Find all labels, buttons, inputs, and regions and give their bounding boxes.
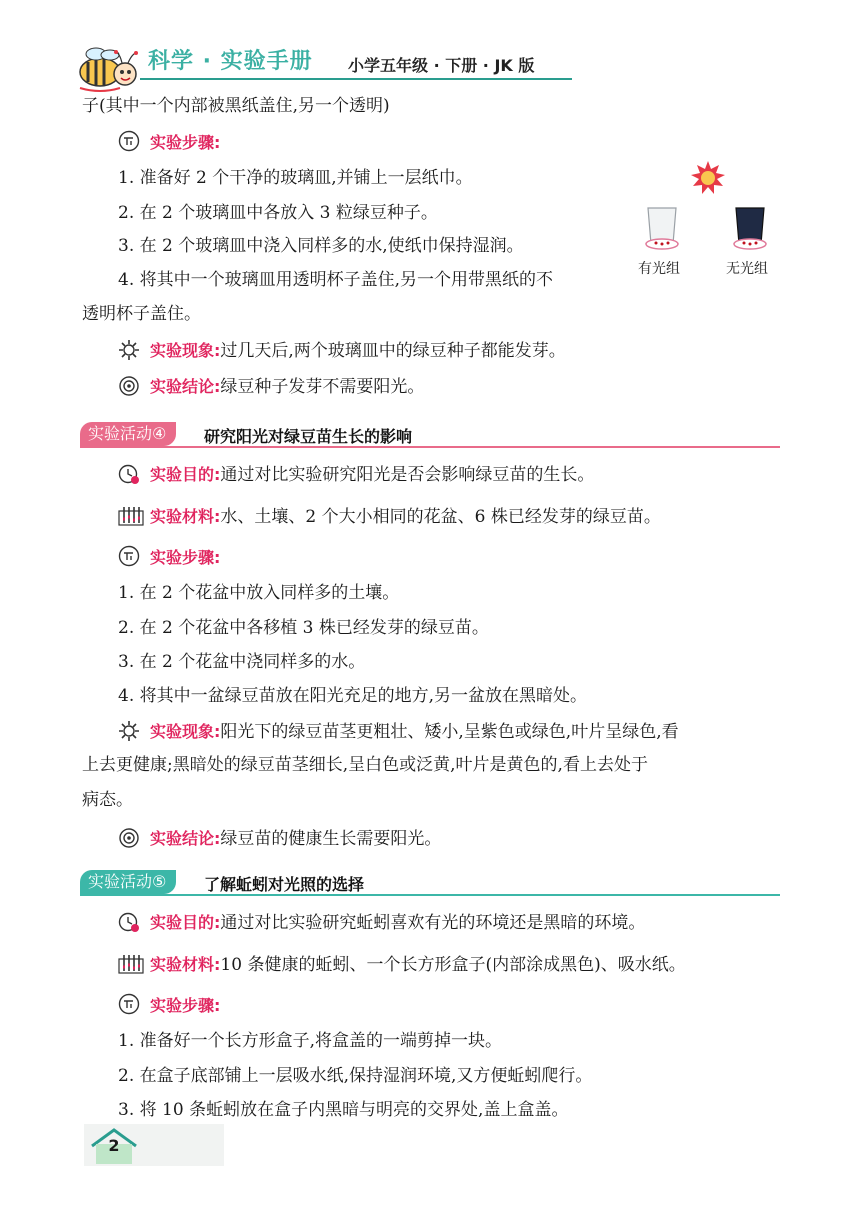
header-divider — [140, 78, 572, 80]
a4-phenomenon-line-2: 上去更健康;黑暗处的绿豆苗茎细长,呈白色或泛黄,叶片是黄色的,看上去处于 — [82, 755, 648, 775]
a4-purpose-text: 通过对比实验研究阳光是否会影响绿豆苗的生长。 — [220, 465, 595, 485]
sun-icon — [690, 160, 726, 196]
page-number: 2 — [108, 1136, 120, 1155]
s1-step-3: 3. 在 2 个玻璃皿中浇入同样多的水,使纸巾保持湿润。 — [118, 236, 524, 256]
a5-purpose-text: 通过对比实验研究蚯蚓喜欢有光的环境还是黑暗的环境。 — [220, 913, 646, 933]
cups-figure — [634, 160, 784, 280]
s1-conclusion-text: 绿豆种子发芽不需要阳光。 — [220, 377, 425, 397]
a4-steps-label: 实验步骤: — [150, 548, 221, 567]
phenomenon-gear-icon — [118, 339, 140, 361]
a4-materials-text: 水、土壤、2 个大小相同的花盆、6 株已经发芽的绿豆苗。 — [220, 507, 661, 527]
a4-conclusion-text: 绿豆苗的健康生长需要阳光。 — [220, 829, 442, 849]
materials-label: 实验材料: — [150, 507, 221, 526]
figure-caption-dark: 无光组 — [726, 261, 768, 277]
header-subtitle: 小学五年级 · 下册 · JK 版 — [348, 56, 535, 75]
dark-cup-icon — [730, 204, 770, 252]
a4-purpose — [150, 463, 594, 487]
a4-phenomenon-label: 实验现象: — [150, 722, 221, 741]
a4-conclusion-target-icon — [118, 827, 140, 849]
intro-line: 子(其中一个内部被黑纸盖住,另一个透明) — [82, 96, 390, 116]
a4-step-1: 1. 在 2 个花盆中放入同样多的土壤。 — [118, 583, 400, 603]
activity4-badge: 实验活动④ — [80, 422, 176, 446]
steps-label: 实验步骤: — [150, 133, 221, 152]
a5-steps-icon — [118, 993, 140, 1015]
a5-materials-label: 实验材料: — [150, 955, 221, 974]
a5-steps-label: 实验步骤: — [150, 996, 221, 1015]
a4-phenomenon-text-1: 阳光下的绿豆苗茎更粗壮、矮小,呈紫色或绿色,叶片呈绿色,看 — [220, 722, 679, 742]
purpose-clock-icon — [118, 463, 140, 485]
a5-purpose-clock-icon — [118, 911, 140, 933]
a5-step-2: 2. 在盒子底部铺上一层吸水纸,保持湿润环境,又方便蚯蚓爬行。 — [118, 1066, 593, 1086]
materials-testtubes-icon — [118, 505, 144, 527]
conclusion-target-icon — [118, 375, 140, 397]
figure-caption-light: 有光组 — [638, 261, 680, 277]
a4-step-3: 3. 在 2 个花盆中浇同样多的水。 — [118, 652, 366, 672]
a4-step-2: 2. 在 2 个花盆中各移植 3 株已经发芽的绿豆苗。 — [118, 618, 489, 638]
a5-purpose-label: 实验目的: — [150, 913, 221, 932]
activity4-title: 研究阳光对绿豆苗生长的影响 — [204, 427, 413, 446]
s1-step-4: 4. 将其中一个玻璃皿用透明杯子盖住,另一个用带黑纸的不 — [118, 270, 554, 290]
activity5-title: 了解蚯蚓对光照的选择 — [204, 875, 365, 894]
a5-materials-testtubes-icon — [118, 953, 144, 975]
a4-materials — [150, 505, 661, 529]
s1-step-4-cont: 透明杯子盖住。 — [82, 304, 201, 324]
transparent-cup-icon — [642, 204, 682, 252]
purpose-label: 实验目的: — [150, 465, 221, 484]
header-title: 科学 · 实验手册 — [148, 49, 313, 74]
a4-phenomenon-line-1 — [150, 720, 679, 744]
a5-step-1: 1. 准备好一个长方形盒子,将盒盖的一端剪掉一块。 — [118, 1031, 503, 1051]
s1-step-1: 1. 准备好 2 个干净的玻璃皿,并铺上一层纸巾。 — [118, 168, 473, 188]
steps-icon — [118, 130, 140, 152]
s1-conclusion — [150, 375, 424, 399]
bee-mascot-icon — [70, 44, 148, 96]
s1-step-2: 2. 在 2 个玻璃皿中各放入 3 粒绿豆种子。 — [118, 203, 438, 223]
s1-phenomenon-text: 过几天后,两个玻璃皿中的绿豆种子都能发芽。 — [220, 341, 566, 361]
a4-steps-icon — [118, 545, 140, 567]
activity5-divider — [80, 894, 780, 896]
a4-phenomenon-gear-icon — [118, 720, 140, 742]
a4-conclusion — [150, 827, 441, 851]
a5-materials-text: 10 条健康的蚯蚓、一个长方形盒子(内部涂成黑色)、吸水纸。 — [220, 955, 686, 975]
a5-materials — [150, 953, 686, 977]
a5-step-3: 3. 将 10 条蚯蚓放在盒子内黑暗与明亮的交界处,盖上盒盖。 — [118, 1100, 569, 1120]
a4-conclusion-label: 实验结论: — [150, 829, 221, 848]
a4-phenomenon-line-3: 病态。 — [82, 790, 133, 810]
conclusion-label: 实验结论: — [150, 377, 221, 396]
a4-step-4: 4. 将其中一盆绿豆苗放在阳光充足的地方,另一盆放在黑暗处。 — [118, 686, 588, 706]
activity5-badge: 实验活动⑤ — [80, 870, 176, 894]
s1-phenomenon — [150, 339, 566, 363]
a5-purpose — [150, 911, 645, 935]
phenomenon-label: 实验现象: — [150, 341, 221, 360]
activity4-divider — [80, 446, 780, 448]
